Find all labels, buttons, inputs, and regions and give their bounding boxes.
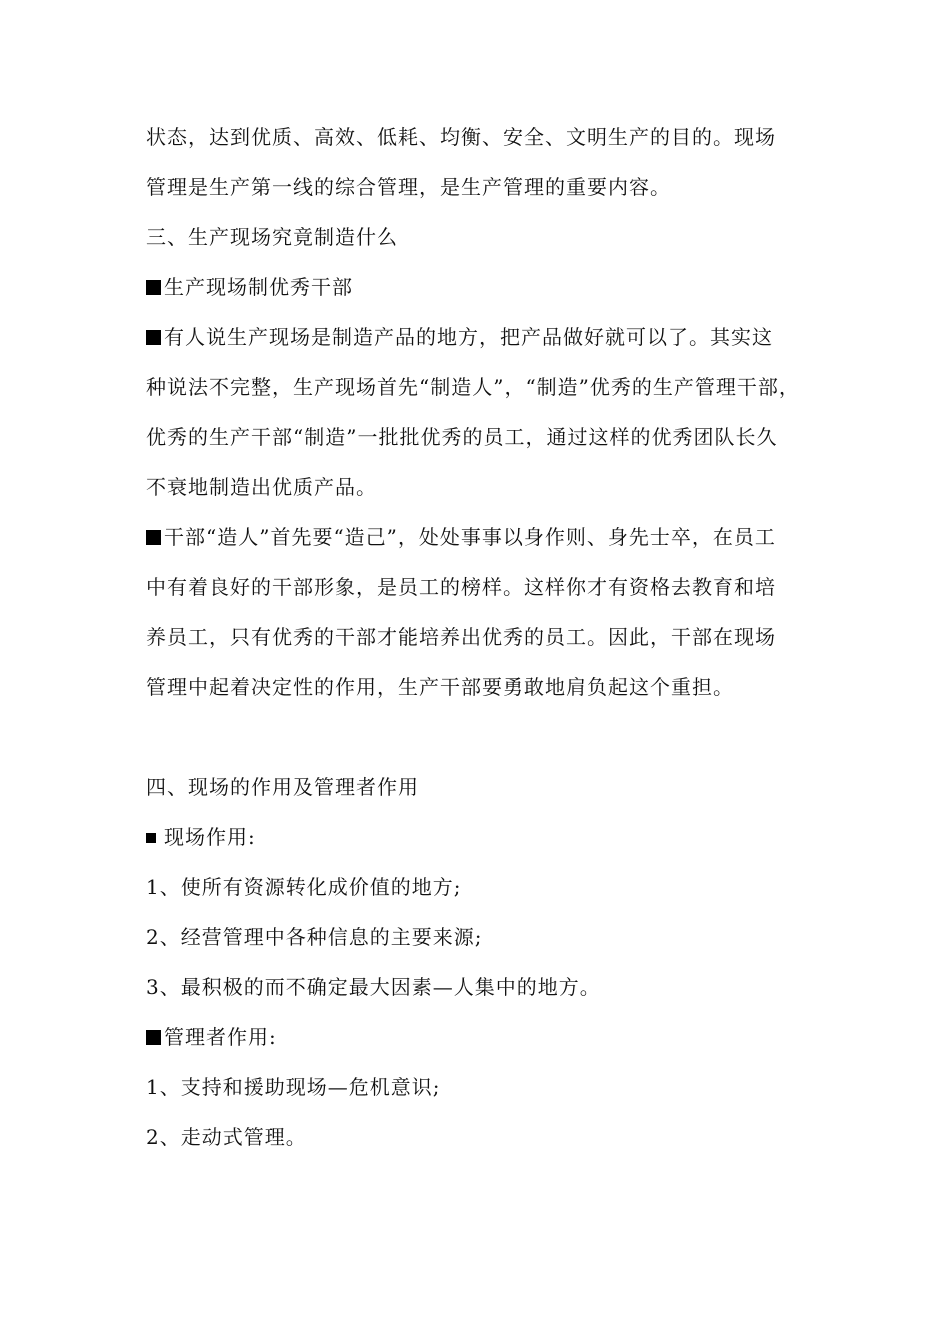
section-heading-3: 三、生产现场究竟制造什么 [146,225,398,249]
label-text: 管理者作用: [164,1025,277,1049]
bullet-production-cadre [146,262,810,312]
paragraph-line: 种说法不完整，生产现场首先“制造人”，“制造”优秀的生产管理干部， [146,375,800,399]
paragraph-line: 优秀的生产干部“制造”一批批优秀的员工，通过这样的优秀团队长久 [146,425,778,449]
bullet-make-people [146,312,810,362]
black-square-bullet-icon [146,330,161,345]
black-square-bullet-icon [146,530,161,545]
blank-line [146,712,810,762]
paragraph-line: 管理中起着决定性的作用，生产干部要勇敢地肩负起这个重担。 [146,675,734,699]
list-item: 1、支持和援助现场—危机意识; [146,1075,441,1099]
list-item: 2、走动式管理。 [146,1125,307,1149]
bullet-text: 干部“造人”首先要“造己”，处处事事以身作则、身先士卒，在员工 [164,525,776,549]
section-heading-4: 四、现场的作用及管理者作用 [146,775,419,799]
list-item: 2、经营管理中各种信息的主要来源; [146,925,483,949]
black-square-bullet-icon [146,1030,161,1045]
small-square-bullet-icon [146,833,156,843]
black-square-bullet-icon [146,280,161,295]
manager-role-label [146,1012,810,1062]
list-item: 3、最积极的而不确定最大因素—人集中的地方。 [146,975,601,999]
bullet-text: 生产现场制优秀干部 [164,275,353,299]
paragraph-line: 中有着良好的干部形象，是员工的榜样。这样你才有资格去教育和培 [146,575,776,599]
site-role-label [146,812,810,862]
paragraph-line: 管理是生产第一线的综合管理，是生产管理的重要内容。 [146,175,671,199]
list-item: 1、使所有资源转化成价值的地方; [146,875,462,899]
label-text: 现场作用: [164,825,256,849]
paragraph-line: 不衰地制造出优质产品。 [146,475,377,499]
bullet-text: 有人说生产现场是制造产品的地方，把产品做好就可以了。其实这 [164,325,773,349]
paragraph-line: 养员工，只有优秀的干部才能培养出优秀的员工。因此，干部在现场 [146,625,776,649]
document-body [146,112,810,1162]
paragraph-line: 状态，达到优质、高效、低耗、均衡、安全、文明生产的目的。现场 [146,125,776,149]
bullet-cadre-example [146,512,810,562]
